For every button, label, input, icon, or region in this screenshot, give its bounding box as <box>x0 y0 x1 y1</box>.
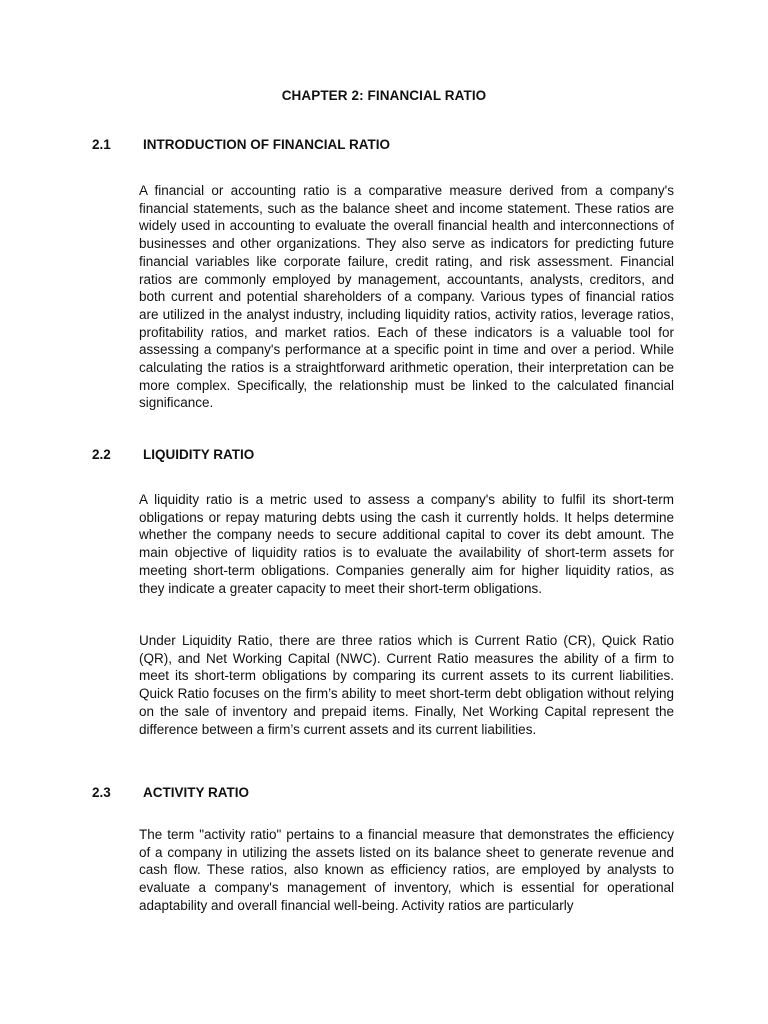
paragraph-liquidity-definition: A liquidity ratio is a metric used to assess a company's ability to fulfil its short-term obligations or repay maturing debts using the cash it currently holds. It helps determine whether the company needs to secure additional capital to cover its debt amount. The main objective of liquidity ratios is to evaluate the availability of short-term assets for meeting short-term obligations. Companies generally aim for higher liquidity ratios, as they indicate a greater capacity to meet their short-term obligations. <box>139 492 674 596</box>
section-title: LIQUIDITY RATIO <box>143 447 255 462</box>
paragraph-introduction: A financial or accounting ratio is a comparative measure derived from a company's financial statements, such as the balance sheet and income statement. These ratios are widely used in accounting to evaluate the overall financial health and interconnections of businesses and other organizations. They also serve as indicators for predicting future financial variables like corporate failure, credit rating, and risk assessment. Financial ratios are commonly employed by management, accountants, analysts, creditors, and both current and potential shareholders of a company. Various types of financial ratios are utilized in the analyst industry, including liquidity ratios, activity ratios, leverage ratios, profitability ratios, and market ratios. Each of these indicators is a valuable tool for assessing a company's performance at a specific point in time and over a period. While calculating the ratios is a straightforward arithmetic operation, their interpretation can be more complex. Specifically, the relationship must be linked to the calculated financial significance. <box>139 183 674 411</box>
section-number: 2.1 <box>92 137 111 152</box>
section-heading-2-2 <box>92 447 254 462</box>
chapter-title: CHAPTER 2: FINANCIAL RATIO <box>281 88 487 103</box>
paragraph-activity-ratio: The term "activity ratio" pertains to a financial measure that demonstrates the efficiency of a company in utilizing the assets listed on its balance sheet to generate revenue and cash flow. These ratios, also known as efficiency ratios, are employed by analysts to evaluate a company's management of inventory, which is essential for operational adaptability and overall financial well-being. Activity ratios are particularly <box>139 827 674 913</box>
section-number: 2.3 <box>92 785 111 800</box>
paragraph-liquidity-types: Under Liquidity Ratio, there are three ratios which is Current Ratio (CR), Quick Ratio (QR), and Net Working Capital (NWC). Current Ratio measures the ability of a firm to meet its short-term obligations by comparing its current assets to its current liabilities. Quick Ratio focuses on the firm’s ability to meet short-term debt obligation without relying on the sale of inventory and prepaid items. Finally, Net Working Capital represent the difference between a firm’s current assets and its current liabilities. <box>139 633 674 737</box>
section-title: ACTIVITY RATIO <box>143 785 250 800</box>
section-heading-2-3 <box>92 785 249 800</box>
section-title: INTRODUCTION OF FINANCIAL RATIO <box>143 137 390 152</box>
section-number: 2.2 <box>92 447 111 462</box>
section-heading-2-1 <box>92 137 390 152</box>
